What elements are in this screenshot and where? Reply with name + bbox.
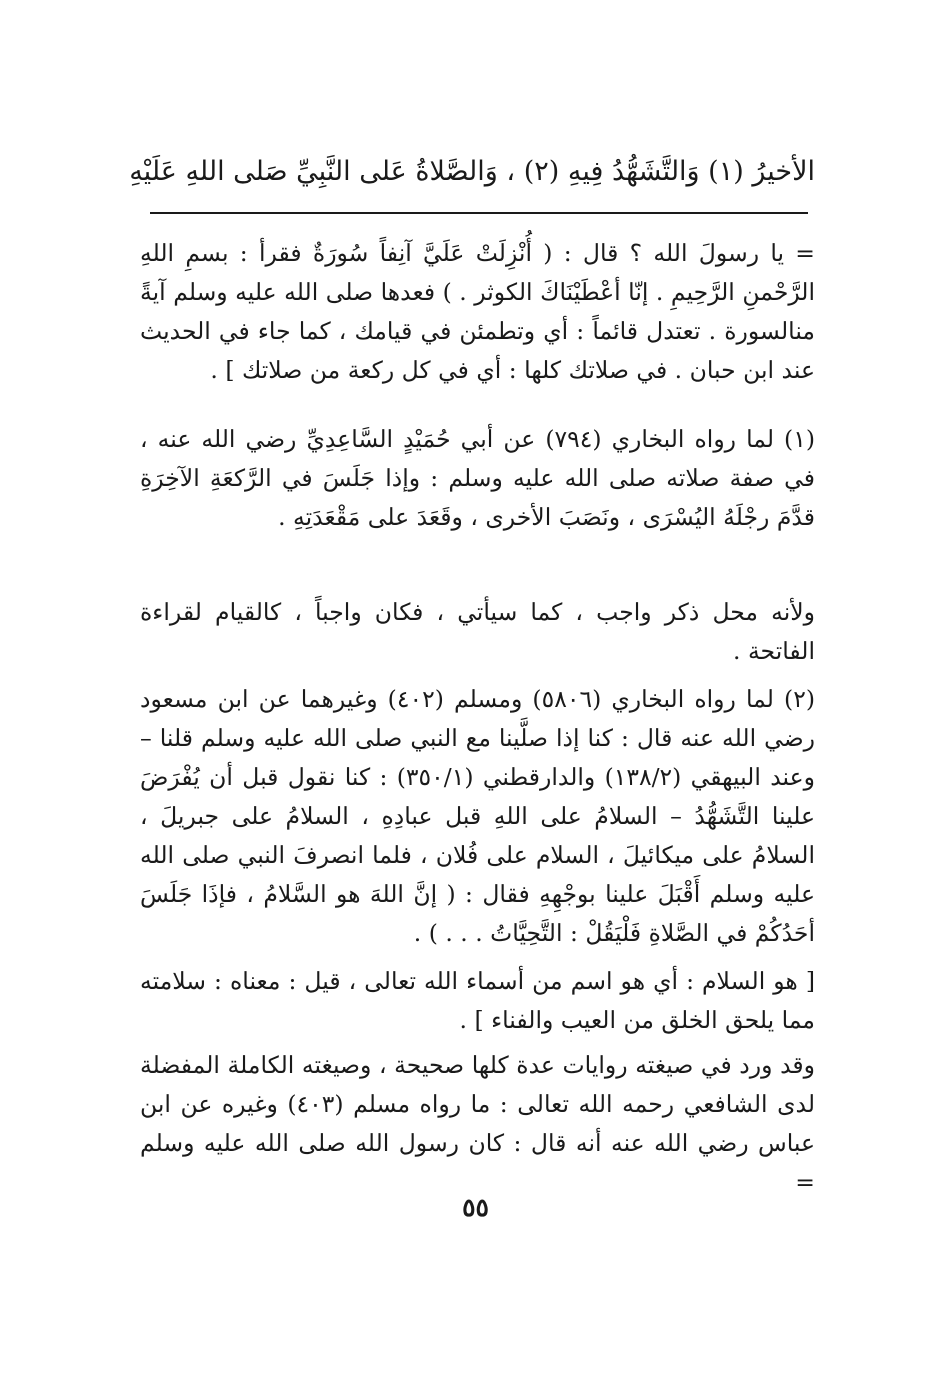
footnote-1-extra-text: ولأنه محل ذكر واجب ، كما سيأتي ، فكان واجباً ، كالقيام لقراءة الفاتحة . <box>140 598 815 665</box>
footnote-1 <box>140 420 815 537</box>
commentary-continuation-text: = يا رسولَ الله ؟ قال : ( أُنْزِلَتْ عَلَيَّ آنِفاً سُورَةٌ فقرأ : بسمِ اللهِ الرَّحْمنِ الرَّحِيمِ . إنّا أعْطَيْنَاكَ الكوثر . ) فعدها صلى الله عليه وسلم آيةً منالسورة . تعتدل قائماً : أي وتطمئن في قيامك ، كما جاء في الحديث عند ابن حبان . في صلاتك كلها : أي في كل ركعة من صلاتك ] . <box>140 239 815 384</box>
footnote-1-text: (١) لما رواه البخاري (٧٩٤) عن أبي حُمَيْدٍ السَّاعِدِيِّ رضي الله عنه ، في صفة صلاته صلى الله عليه وسلم : وإذا جَلَسَ في الرَّكعَةِ الآخِرَةِ قدَّمَ رجْلَهُ اليُسْرَى ، ونَصَبَ الأخرى ، وقَعَدَ على مَقْعَدَتِهِ . <box>140 425 816 531</box>
main-text-line: الأخيرُ (١) وَالتَّشَهُّدُ فِيهِ (٢) ، وَالصَّلاةُ عَلى النَّبِيِّ صَلى اللهِ عَلَيْهِ <box>129 156 815 187</box>
separator-rule <box>150 212 808 214</box>
footnote-2 <box>140 680 815 953</box>
footnote-1-extra <box>140 593 815 671</box>
commentary-continuation <box>140 234 815 390</box>
footnote-2-extra <box>140 1046 815 1202</box>
footnote-2-note-text: [ هو السلام : أي هو اسم من أسماء الله تعالى ، قيل : معناه : سلامته مما يلحق الخلق من العيب والفناء ] . <box>140 967 815 1034</box>
page-number: ٥٥ <box>462 1193 489 1222</box>
footnote-2-text: (٢) لما رواه البخاري (٥٨٠٦) ومسلم (٤٠٢) وغيرهما عن ابن مسعود رضي الله عنه قال : كنا إذا صلَّينا مع النبي صلى الله عليه وسلم قلنا – وعند البيهقي (١٣٨/٢) والدارقطني (٣٥٠/١) : كنا نقول قبل أن يُفْرَضَ علينا التَّشَهُّدُ – السلامُ على اللهِ قبل عبادِهِ ، السلامُ على جبريلَ ، السلامُ على ميكائيلَ ، السلام على فُلان ، فلما انصرفَ النبي صلى الله عليه وسلم أَقْبَلَ علينا بوجْهِهِ فقال : ( إنَّ اللهَ هو السَّلامُ ، فإذَا جَلَسَ أحَدُكُمْ في الصَّلاةِ فَلْيَقُلْ : التَّحِيَّاتُ . . . ) . <box>140 685 815 947</box>
footnote-2-extra-text: وقد ورد في صيغته روايات عدة كلها صحيحة ، وصيغته الكاملة المفضلة لدى الشافعي رحمه الله تعالى : ما رواه مسلم (٤٠٣) وغيره عن ابن عباس رضي الله عنه أنه قال : كان رسول الله صلى الله عليه وسلم = <box>140 1051 815 1196</box>
footnote-2-note <box>140 962 815 1040</box>
